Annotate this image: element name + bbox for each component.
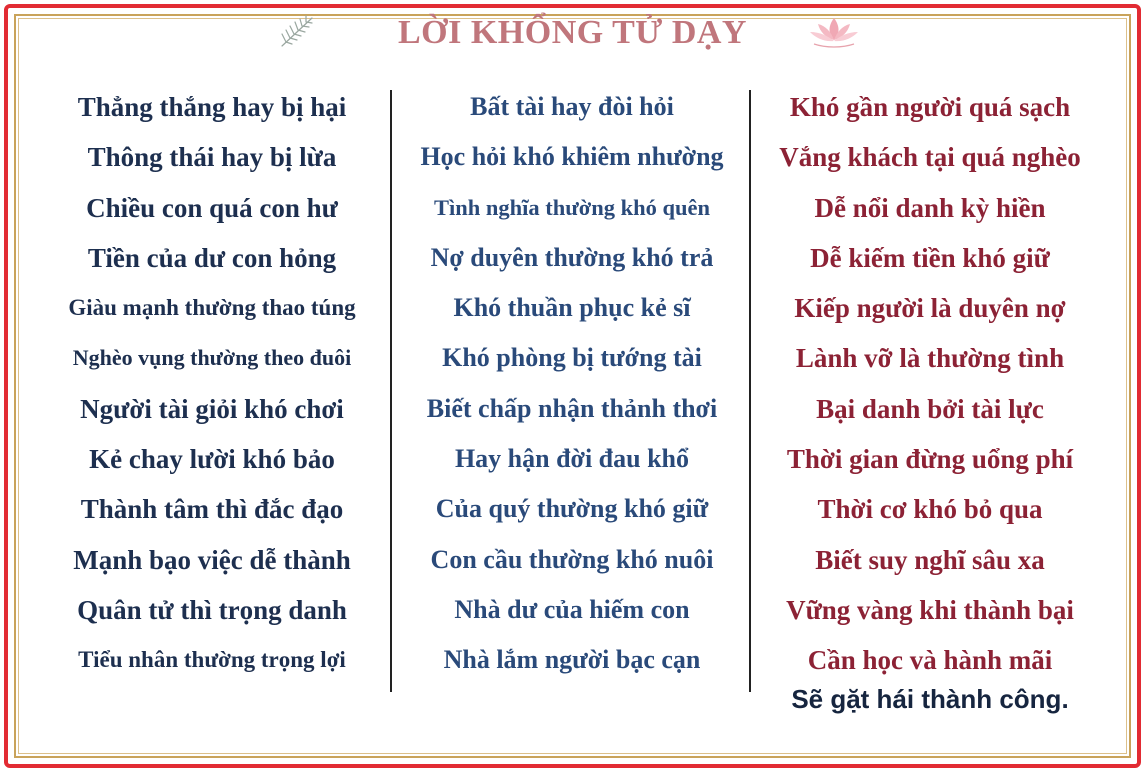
list-item: Thời gian đừng uổng phí — [786, 444, 1074, 475]
list-item: Khó thuần phục kẻ sĩ — [453, 293, 691, 323]
closing-line: Sẽ gặt hái thành công. — [791, 684, 1069, 714]
list-item: Thời cơ khó bỏ qua — [817, 494, 1043, 525]
list-item: Mạnh bạo việc dễ thành — [73, 544, 351, 575]
list-item: Người tài giỏi khó chơi — [80, 393, 344, 424]
middle-column — [394, 82, 750, 686]
list-item: Dễ nổi danh kỳ hiền — [814, 192, 1046, 223]
column-divider — [749, 90, 751, 692]
lotus-icon — [806, 14, 862, 50]
list-item: Kẻ chay lười khó bảo — [89, 444, 335, 475]
list-item: Bại danh bởi tài lực — [816, 393, 1044, 424]
list-item: Của quý thường khó giữ — [435, 494, 709, 524]
right-column — [752, 82, 1108, 686]
list-item: Nợ duyên thường khó trả — [430, 242, 714, 272]
list-item: Nghèo vụng thường theo đuôi — [72, 345, 352, 371]
list-item: Biết chấp nhận thảnh thơi — [426, 393, 718, 423]
list-item: Tình nghĩa thường khó quên — [433, 194, 711, 220]
list-item: Vững vàng khi thành bại — [786, 594, 1074, 625]
list-item: Nhà lắm người bạc cạn — [443, 645, 701, 675]
list-item: Hay hận đời đau khổ — [454, 444, 690, 474]
list-item: Nhà dư của hiếm con — [454, 594, 690, 624]
list-item: Khó gần người quá sạch — [789, 92, 1071, 122]
list-item: Quân tử thì trọng danh — [77, 594, 347, 625]
list-item: Thành tâm thì đắc đạo — [80, 494, 344, 525]
list-item: Con cầu thường khó nuôi — [430, 544, 714, 574]
list-item: Thông thái hay bị lừa — [87, 142, 337, 173]
list-item: Cần học và hành mãi — [807, 645, 1053, 676]
column-divider — [390, 90, 392, 692]
list-item: Giàu mạnh thường thao túng — [68, 295, 356, 321]
list-item: Tiểu nhân thường trọng lợi — [78, 647, 346, 673]
list-item: Học hỏi khó khiêm nhường — [420, 142, 724, 172]
list-item: Bất tài hay đòi hỏi — [470, 92, 674, 121]
list-item: Dễ kiếm tiền khó giữ — [810, 242, 1050, 273]
list-item: Chiều con quá con hư — [86, 192, 338, 223]
list-item: Lành vỡ là thường tình — [795, 343, 1065, 374]
list-item: Kiếp người là duyên nợ — [794, 293, 1066, 324]
list-item: Vắng khách tại quá nghèo — [779, 142, 1081, 173]
list-item: Tiền của dư con hỏng — [87, 242, 337, 273]
list-item: Thẳng thắng hay bị hại — [77, 92, 347, 122]
left-column — [30, 82, 394, 686]
list-item: Biết suy nghĩ sâu xa — [815, 544, 1045, 575]
page-title: LỜI KHỔNG TỬ DẠY — [398, 14, 747, 51]
list-item: Khó phòng bị tướng tài — [442, 343, 702, 373]
